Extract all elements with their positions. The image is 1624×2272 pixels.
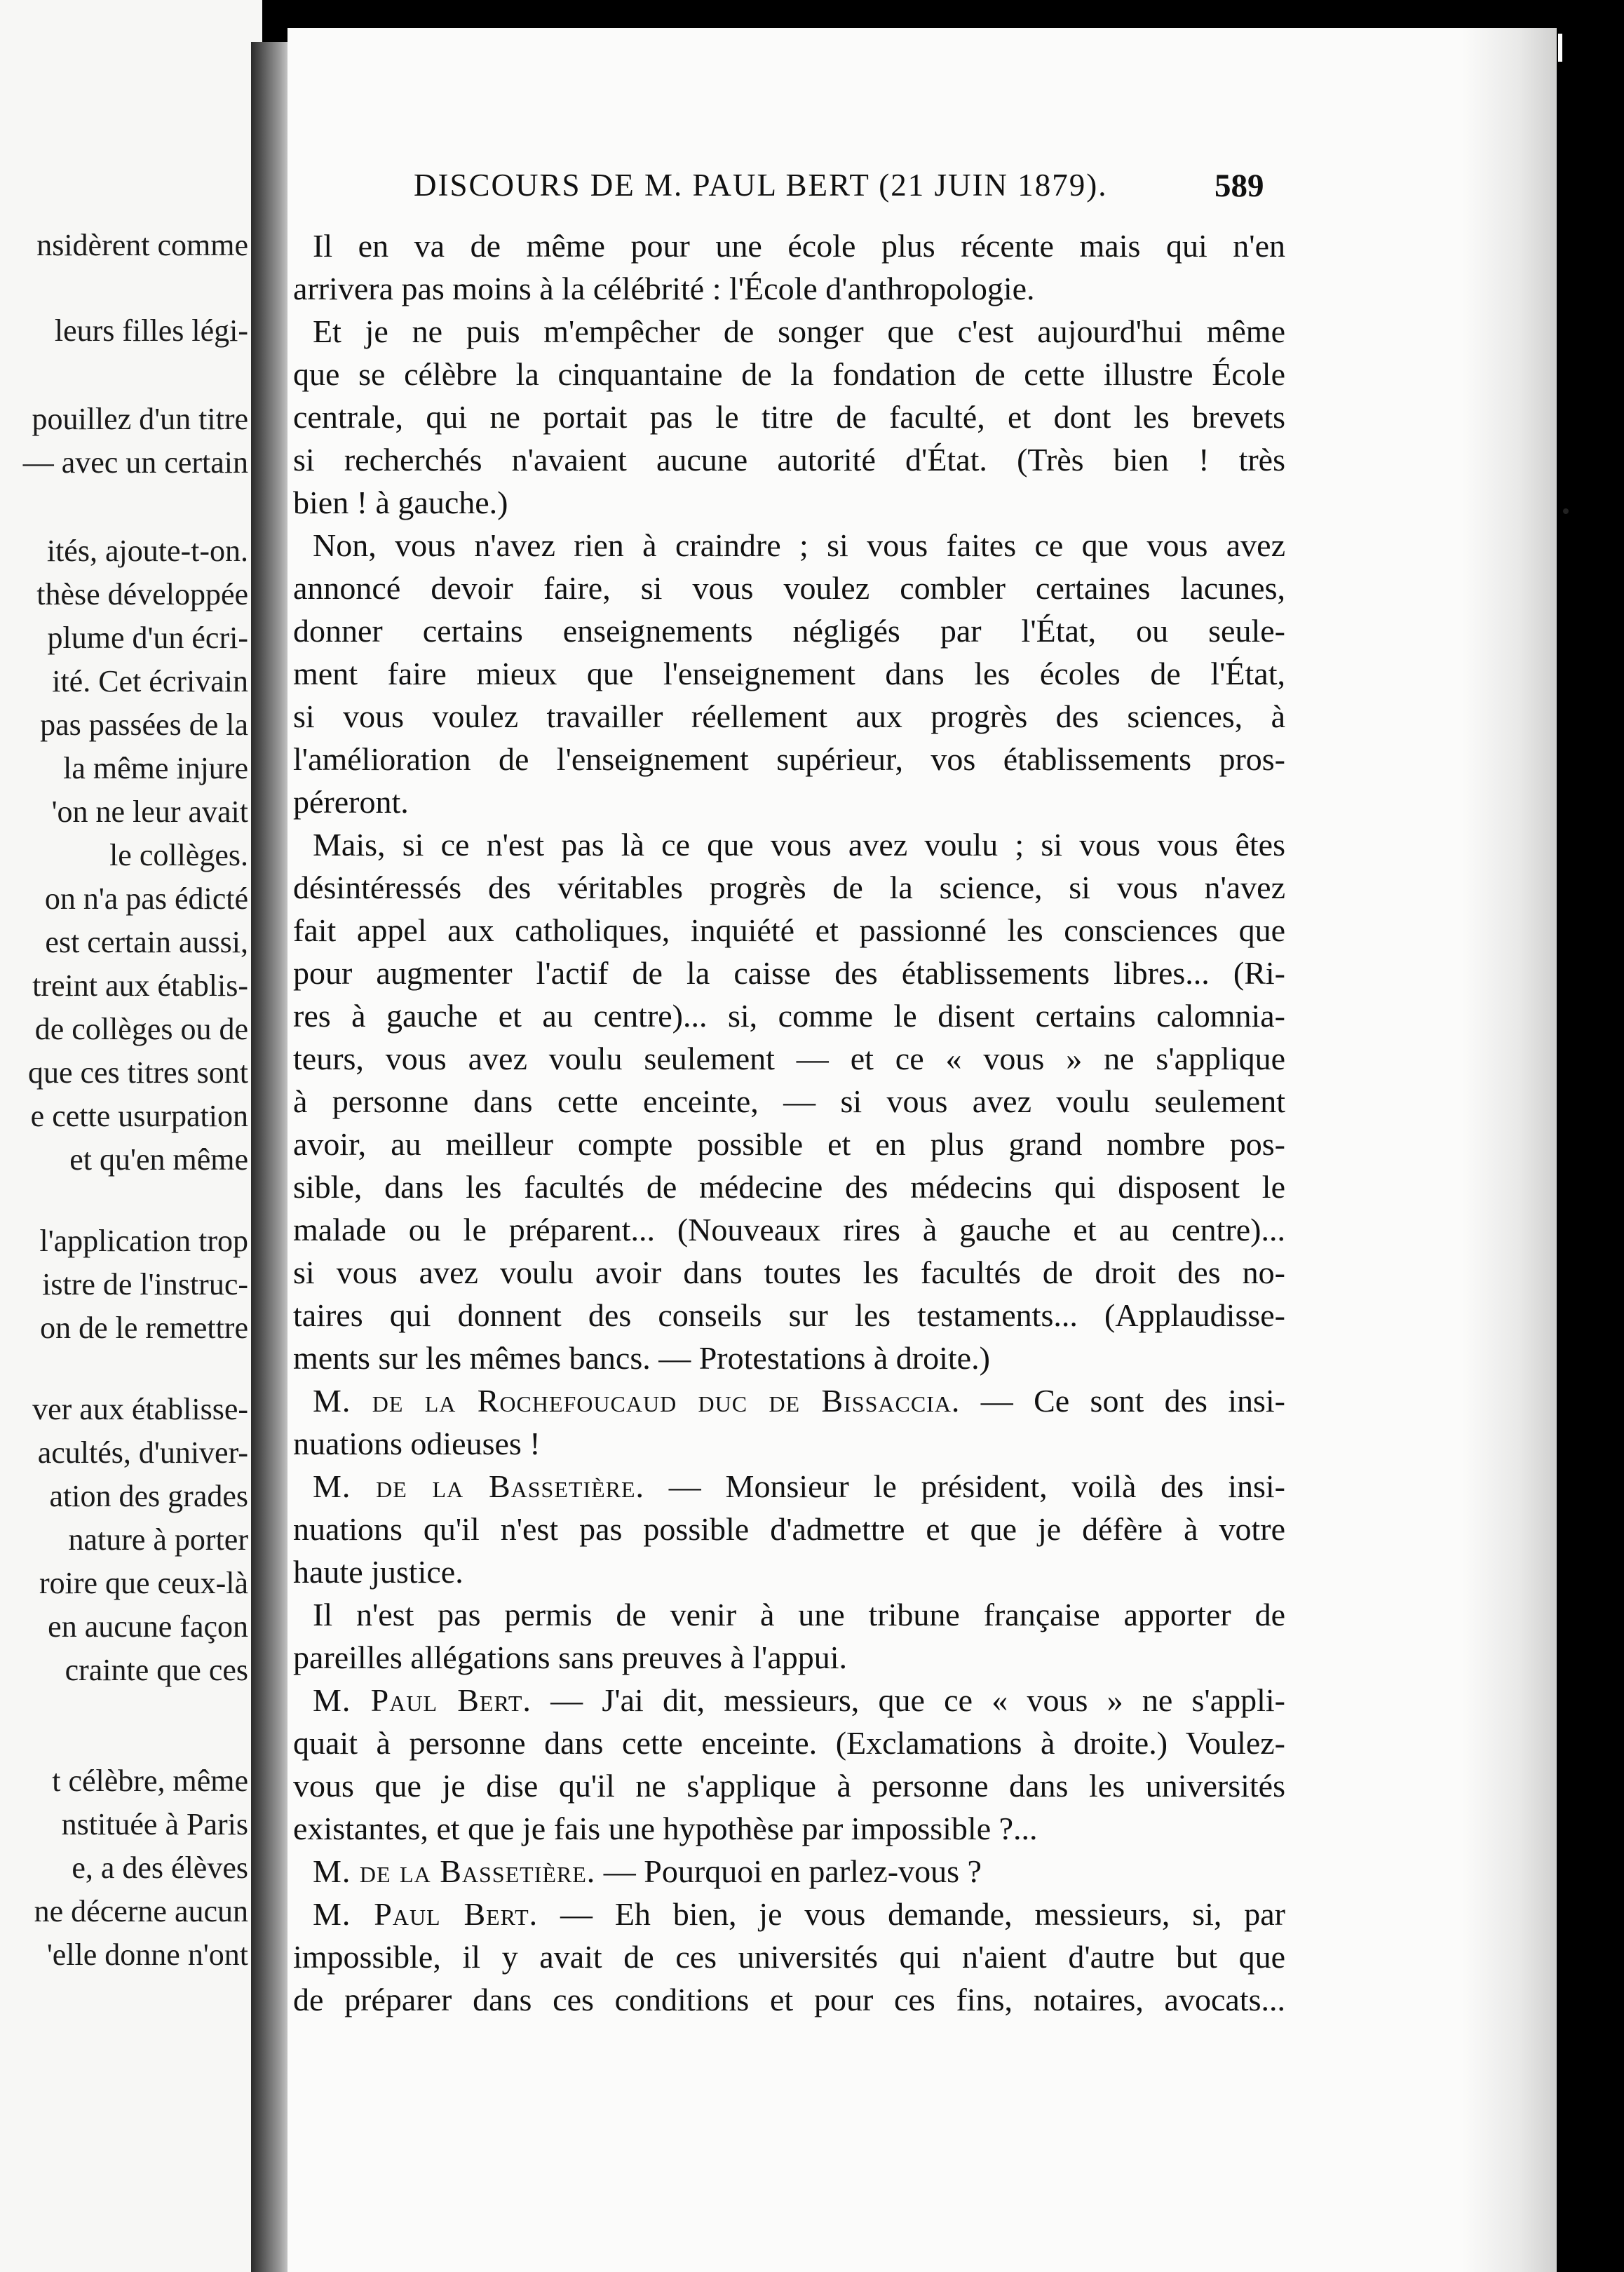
- page-number: 589: [1214, 168, 1264, 204]
- left-page-line: e cette usurpation: [30, 1099, 248, 1133]
- text-line: [293, 1208, 1285, 1251]
- text-line: [293, 994, 1285, 1037]
- line-text: haute justice.: [293, 1554, 463, 1590]
- line-text: donner certains enseignements négligés par l'État, ou seule-: [293, 613, 1285, 649]
- line-text: désintéressés des véritables progrès de la science, si vous n'avez: [293, 870, 1285, 905]
- line-text: — Eh bien, je vous demande, messieurs, si, par: [538, 1896, 1285, 1932]
- line-text: ments sur les mêmes bancs. — Protestations à droite.): [293, 1340, 990, 1376]
- line-text: teurs, vous avez voulu seulement — et ce « vous » ne s'applique: [293, 1041, 1285, 1076]
- line-text: que se célèbre la cinquantaine de la fondation de cette illustre École: [293, 356, 1285, 392]
- line-text: centrale, qui ne portait pas le titre de faculté, et dont les brevets: [293, 399, 1285, 435]
- text-line: [293, 1807, 1285, 1850]
- left-page-line: leurs filles légi-: [54, 313, 248, 348]
- text-line: [293, 823, 1285, 866]
- left-page-line: — avec un certain: [22, 445, 248, 480]
- line-text: Et je ne puis m'empêcher de songer que c'est aujourd'hui même: [313, 313, 1285, 349]
- dust-speck: [1563, 508, 1569, 514]
- left-page-line: pouillez d'un titre: [32, 402, 248, 436]
- left-page-line: ver aux établisse-: [32, 1392, 248, 1426]
- book-gutter-shadow: [251, 42, 292, 2272]
- left-page-line: en aucune façon: [48, 1609, 248, 1644]
- left-page-line: istre de l'instruc-: [42, 1267, 248, 1301]
- line-text: annoncé devoir faire, si vous voulez combler certaines lacunes,: [293, 570, 1285, 606]
- running-header: DISCOURS DE M. PAUL BERT (21 JUIN 1879).: [414, 168, 1108, 203]
- left-page-line: le collèges.: [109, 838, 248, 872]
- left-page-line: e, a des élèves: [72, 1851, 248, 1885]
- text-line: [293, 1508, 1285, 1550]
- line-text: ment faire mieux que l'enseignement dans les écoles de l'État,: [293, 656, 1285, 691]
- line-text: si vous voulez travailler réellement aux progrès des sciences, à: [293, 698, 1285, 734]
- line-text: Mais, si ce n'est pas là ce que vous avez voulu ; si vous vous êtes: [313, 827, 1285, 863]
- text-line: [293, 1550, 1285, 1593]
- text-line: [293, 1251, 1285, 1294]
- line-text: nuations qu'il n'est pas possible d'admettre et que je défère à votre: [293, 1511, 1285, 1547]
- left-page-line: t célèbre, même: [52, 1764, 248, 1798]
- left-page-line: ne décerne aucun: [34, 1894, 248, 1928]
- left-page-line: 'elle donne n'ont: [46, 1938, 248, 1972]
- left-page-fragment: [0, 0, 262, 2272]
- left-page-line: ité. Cet écrivain: [52, 664, 248, 698]
- corner-mark: [1558, 34, 1562, 62]
- left-page-line: que ces titres sont: [27, 1055, 248, 1090]
- line-text: pour augmenter l'actif de la caisse des établissements libres... (Ri-: [293, 955, 1285, 991]
- text-line: [293, 353, 1285, 395]
- text-line: [293, 1422, 1285, 1465]
- line-text: pareilles allégations sans preuves à l'appui.: [293, 1639, 848, 1675]
- line-text: arrivera pas moins à la célébrité : l'École d'anthropologie.: [293, 271, 1035, 306]
- text-line: [293, 1850, 1285, 1893]
- left-page-line: ation des grades: [49, 1479, 248, 1513]
- text-line: [293, 1294, 1285, 1337]
- text-line: [293, 567, 1285, 609]
- text-line: [293, 609, 1285, 652]
- line-text: impossible, il y avait de ces universités qui n'aient d'autre but que: [293, 1939, 1285, 1975]
- text-line: [293, 695, 1285, 738]
- text-line: [293, 395, 1285, 438]
- text-line: [293, 1337, 1285, 1379]
- left-page-line: nsidèrent comme: [36, 228, 248, 262]
- line-text: si recherchés n'avaient aucune autorité d'État. (Très bien ! très: [293, 442, 1285, 478]
- text-line: [293, 866, 1285, 909]
- text-line: [293, 1465, 1285, 1508]
- left-page-line: et qu'en même: [69, 1142, 248, 1177]
- line-text: taires qui donnent des conseils sur les testaments... (Applaudisse-: [293, 1297, 1285, 1333]
- text-line: [293, 1037, 1285, 1080]
- text-line: [293, 738, 1285, 780]
- text-line: [293, 438, 1285, 481]
- line-text: à personne dans cette enceinte, — si vous avez voulu seulement: [293, 1083, 1285, 1119]
- left-page-line: pas passées de la: [40, 708, 248, 742]
- text-line: [293, 1123, 1285, 1165]
- line-text: fait appel aux catholiques, inquiété et passionné les consciences que: [293, 912, 1285, 948]
- line-text: Il en va de même pour une école plus récente mais qui n'en: [313, 228, 1285, 264]
- text-line: [293, 652, 1285, 695]
- text-line: [293, 1379, 1285, 1422]
- line-text: res à gauche et au centre)... si, comme le disent certains calomnia-: [293, 998, 1285, 1034]
- speaker-name: M. Paul Bert.: [313, 1896, 539, 1932]
- line-text: si vous avez voulu avoir dans toutes les facultés de droit des no-: [293, 1255, 1285, 1290]
- left-page-line: crainte que ces: [65, 1653, 248, 1687]
- line-text: péreront.: [293, 784, 409, 820]
- speaker-name: M. de la Rochefoucaud duc de Bissaccia.: [313, 1383, 961, 1419]
- text-line: [293, 1679, 1285, 1722]
- line-text: l'amélioration de l'enseignement supérieur, vos établissements pros-: [293, 741, 1285, 777]
- text-line: [293, 1764, 1285, 1807]
- left-page-line: on n'a pas édicté: [44, 881, 248, 916]
- left-page-line: nstituée à Paris: [61, 1807, 248, 1841]
- left-page-line: nature à porter: [68, 1522, 248, 1557]
- text-line: [293, 310, 1285, 353]
- left-page-line: l'application trop: [39, 1224, 248, 1258]
- text-line: [293, 1636, 1285, 1679]
- left-page-line: la même injure: [63, 751, 248, 785]
- line-text: malade ou le préparent... (Nouveaux rires à gauche et au centre)...: [293, 1212, 1285, 1247]
- text-line: [293, 1893, 1285, 1935]
- speaker-name: M. Paul Bert.: [313, 1682, 532, 1718]
- left-page-line: 'on ne leur avait: [51, 794, 248, 829]
- text-line: [293, 1593, 1285, 1636]
- text-line: [293, 1935, 1285, 1978]
- text-line: [293, 481, 1285, 524]
- speaker-name: M. de la Bassetière.: [313, 1468, 645, 1504]
- line-text: existantes, et que je fais une hypothèse par impossible ?...: [293, 1811, 1038, 1846]
- left-page-line: treint aux établis-: [32, 968, 248, 1003]
- line-text: — J'ai dit, messieurs, que ce « vous » ne s'appli-: [531, 1682, 1286, 1718]
- line-text: avoir, au meilleur compte possible et en plus grand nombre pos-: [293, 1126, 1285, 1162]
- left-page-line: on de le remettre: [40, 1311, 248, 1345]
- line-text: Non, vous n'avez rien à craindre ; si vous faites ce que vous avez: [313, 527, 1285, 563]
- left-page-line: est certain aussi,: [45, 925, 248, 959]
- line-text: — Pourquoi en parlez-vous ?: [595, 1853, 982, 1889]
- text-line: [293, 1978, 1285, 2021]
- left-page-line: plume d'un écri-: [47, 621, 248, 655]
- body-text: [293, 224, 1285, 2021]
- text-line: [293, 1722, 1285, 1764]
- line-text: Il n'est pas permis de venir à une tribune française apporter de: [313, 1597, 1285, 1632]
- text-line: [293, 909, 1285, 952]
- line-text: — Ce sont des insi-: [960, 1383, 1285, 1419]
- line-text: nuations odieuses !: [293, 1426, 541, 1461]
- left-page-line: roire que ceux-là: [39, 1566, 248, 1600]
- line-text: vous que je dise qu'il ne s'applique à personne dans les universités: [293, 1768, 1285, 1804]
- line-text: quait à personne dans cette enceinte. (Exclamations à droite.) Voulez-: [293, 1725, 1285, 1761]
- line-text: de préparer dans ces conditions et pour ces fins, notaires, avocats...: [293, 1982, 1285, 2017]
- left-page-line: acultés, d'univer-: [37, 1435, 248, 1470]
- text-line: [293, 267, 1285, 310]
- line-text: sible, dans les facultés de médecine des médecins qui disposent le: [293, 1169, 1285, 1205]
- speaker-name: M. de la Bassetière.: [313, 1853, 596, 1889]
- left-page-line: de collèges ou de: [34, 1012, 248, 1046]
- left-page-line: ités, ajoute-t-on.: [46, 534, 248, 568]
- text-line: [293, 224, 1285, 267]
- text-line: [293, 780, 1285, 823]
- text-line: [293, 1165, 1285, 1208]
- left-page-line: thèse développée: [36, 577, 248, 611]
- text-line: [293, 524, 1285, 567]
- line-text: — Monsieur le président, voilà des insi-: [644, 1468, 1285, 1504]
- text-line: [293, 1080, 1285, 1123]
- text-line: [293, 952, 1285, 994]
- line-text: bien ! à gauche.): [293, 485, 508, 520]
- page-edge-shadow: [1462, 28, 1557, 2272]
